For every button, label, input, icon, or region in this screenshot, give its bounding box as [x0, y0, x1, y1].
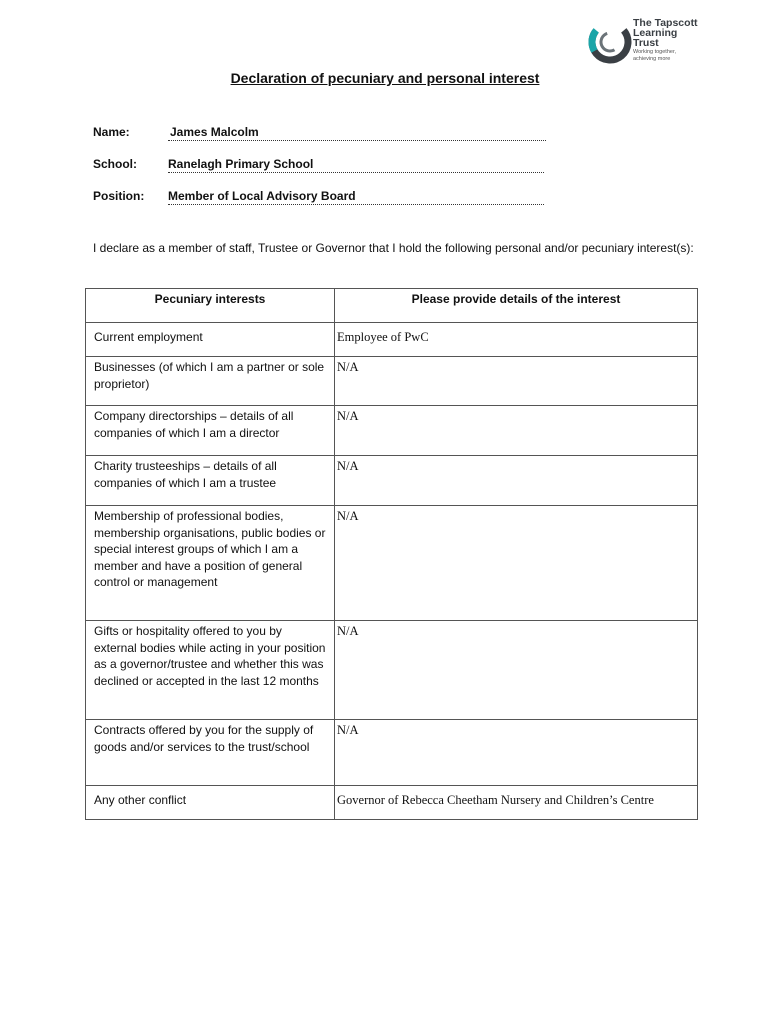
name-value: James Malcolm — [168, 125, 546, 141]
header-pecuniary-interests: Pecuniary interests — [86, 289, 335, 323]
interest-cell: Charity trusteeships – details of all companies of which I am a trustee — [86, 456, 335, 506]
details-cell: N/A — [335, 406, 698, 456]
logo-name-line: The Tapscott — [633, 17, 698, 29]
table-row — [86, 357, 698, 406]
details-cell: N/A — [335, 357, 698, 406]
logo-name-line: Trust — [633, 37, 659, 49]
header-details: Please provide details of the interest — [335, 289, 698, 323]
trust-logo-text — [633, 18, 698, 62]
details-cell: N/A — [335, 720, 698, 786]
school-label: School: — [93, 157, 137, 171]
table-header-row — [86, 289, 698, 323]
interest-cell: Gifts or hospitality offered to you by external bodies while acting in your position as a governor/trustee and whether this was declined or accepted in the last 12 months — [86, 621, 335, 720]
table-row — [86, 786, 698, 820]
interests-table — [85, 288, 698, 820]
interest-cell: Current employment — [86, 323, 335, 357]
interest-cell: Company directorships – details of all companies of which I am a director — [86, 406, 335, 456]
table-row — [86, 406, 698, 456]
table-row — [86, 456, 698, 506]
logo-tagline-line: Working together, — [633, 49, 677, 55]
declaration-intro: I declare as a member of staff, Trustee or Governor that I hold the following personal and/or pecuniary interest(s): — [93, 241, 694, 255]
trust-logo — [588, 18, 708, 66]
interest-cell: Contracts offered by you for the supply of goods and/or services to the trust/school — [86, 720, 335, 786]
interest-cell: Membership of professional bodies, membership organisations, public bodies or special interest groups of which I am a member and have a position of general control or management — [86, 506, 335, 621]
position-value: Member of Local Advisory Board — [168, 189, 544, 205]
details-cell: N/A — [335, 456, 698, 506]
interest-cell: Any other conflict — [86, 786, 335, 820]
logo-name-line: Learning — [633, 27, 678, 39]
details-cell: Governor of Rebecca Cheetham Nursery and Children’s Centre — [335, 786, 698, 820]
position-label: Position: — [93, 189, 145, 203]
table-row — [86, 720, 698, 786]
details-cell: N/A — [335, 506, 698, 621]
table-row — [86, 506, 698, 621]
table-row — [86, 323, 698, 357]
document-title: Declaration of pecuniary and personal interest — [230, 70, 540, 86]
table-row — [86, 621, 698, 720]
details-cell: Employee of PwC — [335, 323, 698, 357]
logo-tagline-line: achieving more — [633, 56, 671, 62]
name-label: Name: — [93, 125, 130, 139]
school-value: Ranelagh Primary School — [168, 157, 544, 173]
details-cell: N/A — [335, 621, 698, 720]
trust-logo-icon — [588, 20, 632, 64]
interest-cell: Businesses (of which I am a partner or sole proprietor) — [86, 357, 335, 406]
